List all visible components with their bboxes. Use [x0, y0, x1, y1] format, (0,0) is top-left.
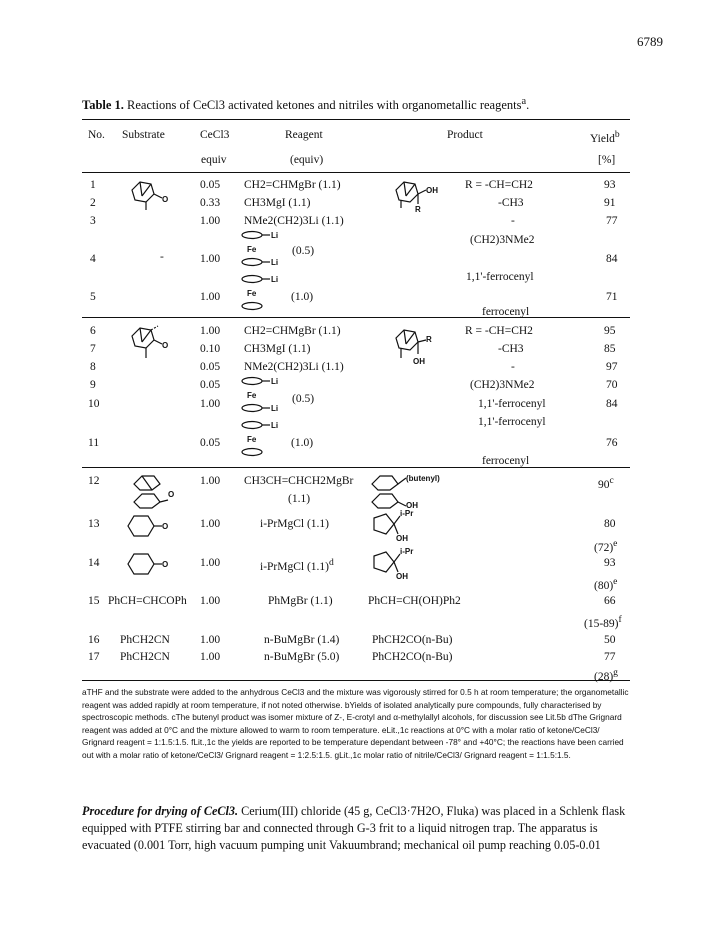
row-1-reagent: CH2=CHMgBr (1.1) — [244, 179, 341, 191]
svg-text:O: O — [162, 560, 169, 569]
svg-text:(butenyl): (butenyl) — [406, 474, 440, 483]
product-isopropyl-cyclopentanol-structure — [368, 508, 428, 544]
row-10-yield: 84 — [606, 398, 618, 410]
row-11-equiv: 0.05 — [200, 437, 221, 449]
row-14-reagent: i-PrMgCl $(1.1)^d$ — [260, 557, 334, 573]
row-11-reagent: (1.0) — [291, 437, 314, 449]
row-10-product: 1,1'-ferrocenyl — [478, 398, 546, 410]
row-16-product: PhCH2CO(n-Bu) — [372, 634, 453, 646]
substrate-bicyclic-ketone-structure — [124, 176, 174, 216]
row-16-substrate: PhCH2CN — [120, 634, 170, 646]
row-15-no: 15 — [88, 595, 100, 607]
row-5-equiv: 1.00 — [200, 291, 221, 303]
row-1-yield: 93 — [604, 179, 616, 191]
row-12-equiv: 1.00 — [200, 475, 221, 487]
ferrocene-dilithio-reagent-structure — [238, 230, 298, 272]
svg-text:O: O — [168, 490, 175, 499]
ferrocene-lithio-reagent-2-structure — [238, 420, 298, 462]
procedure-text: Cerium(III) chloride (45 g, CeCl3·7H2O, Fluka) was placed in a Schlenk flask equipped with PTFE stirring bar and connected through G-3 frit to a liquid nitrogen trap. The apparatus is evacuated (0.001 Torr, high vacuum pumping unit Vakuumbrand; mechanical oil pump reaching 0.05-0.01 — [82, 804, 626, 852]
row-3-product: - — [511, 215, 515, 227]
svg-text:Li: Li — [271, 275, 279, 284]
ferrocene-lithio-reagent-structure — [238, 274, 298, 316]
row-1-no: 1 — [90, 179, 96, 191]
page-number: 6789 — [637, 34, 663, 49]
svg-text:Li: Li — [271, 404, 279, 413]
row-12-no: 12 — [88, 475, 100, 487]
svg-text:Fe: Fe — [247, 289, 257, 298]
row-8-product: - — [511, 361, 515, 373]
row-4-substrate: - — [160, 251, 164, 263]
row-17-no: 17 — [88, 651, 100, 663]
row-11-yield: 76 — [606, 437, 618, 449]
procedure-heading: Procedure for drying of CeCl3. — [82, 804, 239, 818]
row-17-reagent: n-BuMgBr (5.0) — [264, 651, 340, 663]
footnote-text: aTHF and the substrate were added to the anhydrous CeCl3 and the mixture was vigorously stirred for 0.5 h at room temperature; the organometallic reagent was added rapidly at room temperature, if not noted otherwise. bYields of isolated analytically pure compounds, fully characterised by spectroscopic methods. cThe butenyl product was isomer mixture of Z-, E-crotyl and α-methylallyl alcohols, for discussion see Lit.5b dThe Grignard reagent was added at 0°C and the mixture allowed to warm to room temperature. eLit.,1c reactions at 0°C with a molar ratio of ketone/CeCl3/ Grignard reagent = 1:1.5:1.5. fLit.,1c the yields are reported to be temperature dependant between -78° and +40°C; the reactions have been carried out with a molar ratio of ketone/CeCl3/ Grignard reagent = 1:2.5:1.5. gLit.,1c molar ratio of nitrile/CeCl3/ Grignard reagent = 1:1.5:1.5. — [82, 687, 629, 760]
header-reagent: Reagent — [285, 129, 323, 141]
row-7-equiv: 0.10 — [200, 343, 221, 355]
row-2-no: 2 — [90, 197, 96, 209]
table-caption-label: Table 1. — [82, 98, 124, 113]
row-1-product: R = -CH=CH2 — [465, 179, 533, 191]
row-12-yield: 90$^c$ — [598, 475, 614, 491]
table-bottom-rule — [82, 680, 630, 681]
group-rule-1 — [82, 317, 630, 318]
svg-text:OH: OH — [396, 572, 408, 581]
row-17-substrate: PhCH2CN — [120, 651, 170, 663]
svg-text:R: R — [426, 335, 432, 344]
row-4b-product: 1,1'-ferrocenyl — [466, 271, 534, 283]
svg-text:O: O — [162, 341, 169, 350]
table-header-rule — [82, 172, 630, 173]
row-14-yield-lit: $(80)^e$ — [594, 576, 618, 592]
row-15-substrate: PhCH=CHCOPh — [108, 595, 187, 607]
header-cecl3-equiv: equiv — [201, 154, 227, 166]
row-12-reagent: CH3CH=CHCH2MgBr — [244, 475, 354, 487]
row-9-product: (CH2)3NMe2 — [470, 379, 535, 391]
row-4-no: 4 — [90, 253, 96, 265]
svg-text:Li: Li — [271, 421, 279, 430]
ferrocene-dilithio-reagent-2-structure — [238, 376, 298, 418]
header-no: No. — [88, 129, 105, 141]
table-caption: Table 1. Reactions of CeCl3 activated ketones and nitriles with organometallic reagents$^a$. — [82, 96, 530, 113]
svg-text:Li: Li — [271, 231, 279, 240]
substrate-bicyclic-ketone-2-structure — [124, 322, 174, 364]
row-17-product: PhCH2CO(n-Bu) — [372, 651, 453, 663]
row-6-equiv: 1.00 — [200, 325, 221, 337]
procedure-paragraph — [82, 803, 630, 854]
svg-text:Fe: Fe — [247, 391, 257, 400]
row-10-reagent: (0.5) — [292, 393, 315, 405]
table-footnotes — [82, 686, 630, 762]
substrate-cyclohexanone-structure — [124, 550, 184, 578]
svg-text:O: O — [162, 522, 169, 531]
row-7-product: -CH3 — [498, 343, 524, 355]
svg-text:Fe: Fe — [247, 245, 257, 254]
header-substrate: Substrate — [122, 129, 165, 141]
row-6-product: R = -CH=CH2 — [465, 325, 533, 337]
row-9-no: 9 — [90, 379, 96, 391]
svg-text:OH: OH — [396, 534, 408, 543]
table-top-rule — [82, 119, 630, 120]
svg-text:OH: OH — [406, 501, 418, 510]
row-7-yield: 85 — [604, 343, 616, 355]
row-3-no: 3 — [90, 215, 96, 227]
row-2-product: -CH3 — [498, 197, 524, 209]
row-6-yield: 95 — [604, 325, 616, 337]
row-11-no: 11 — [88, 437, 100, 449]
row-13-yield-lit: $(72)^e$ — [594, 538, 618, 554]
row-13-no: 13 — [88, 518, 100, 530]
row-5-no: 5 — [90, 291, 96, 303]
row-4-product: (CH2)3NMe2 — [470, 234, 535, 246]
row-9-equiv: 0.05 — [200, 379, 221, 391]
row-10-equiv: 1.00 — [200, 398, 221, 410]
svg-text:OH: OH — [426, 186, 438, 195]
product-bicyclic-alcohol-2-structure — [388, 324, 448, 368]
row-2-yield: 91 — [604, 197, 616, 209]
substrate-cyclopentanone-structure — [124, 512, 184, 540]
row-10-no: 10 — [88, 398, 100, 410]
row-13-equiv: 1.00 — [200, 518, 221, 530]
row-15-reagent: PhMgBr (1.1) — [268, 595, 333, 607]
header-reagent-equiv: (equiv) — [290, 154, 324, 166]
row-15-product: PhCH=CH(OH)Ph2 — [368, 595, 461, 607]
row-16-reagent: n-BuMgBr (1.4) — [264, 634, 340, 646]
substrate-bicyclic-pentanone-structure — [130, 472, 190, 516]
svg-text:R: R — [415, 205, 421, 214]
table-caption-text: Reactions of CeCl3 activated ketones and nitriles with organometallic reagents — [127, 98, 522, 113]
row-14-equiv: 1.00 — [200, 557, 221, 569]
svg-text:Li: Li — [271, 377, 279, 386]
svg-text:i-Pr: i-Pr — [400, 547, 414, 556]
row-2-reagent: CH3MgI (1.1) — [244, 197, 311, 209]
svg-text:Li: Li — [271, 258, 279, 267]
row-3-yield: 77 — [606, 215, 618, 227]
row-1-equiv: 0.05 — [200, 179, 221, 191]
row-4-equiv: 1.00 — [200, 253, 221, 265]
row-10b-product: 1,1'-ferrocenyl — [478, 416, 546, 428]
header-product: Product — [447, 129, 483, 141]
header-cecl3: CeCl3 — [200, 129, 230, 141]
row-3-reagent: NMe2(CH2)3Li (1.1) — [244, 215, 344, 227]
row-16-yield: 50 — [604, 634, 616, 646]
row-15-yield-lit: $(15-89)^f$ — [584, 614, 622, 630]
row-5-yield: 71 — [606, 291, 618, 303]
row-3-equiv: 1.00 — [200, 215, 221, 227]
svg-text:Fe: Fe — [247, 435, 257, 444]
product-isopropyl-cyclohexanol-structure — [368, 546, 428, 582]
svg-text:O: O — [162, 195, 169, 204]
group-rule-2 — [82, 467, 630, 468]
row-8-equiv: 0.05 — [200, 361, 221, 373]
row-9-yield: 70 — [606, 379, 618, 391]
header-yield: Yield$^b$ — [590, 129, 620, 145]
svg-text:i-Pr: i-Pr — [400, 509, 414, 518]
row-15-equiv: 1.00 — [200, 595, 221, 607]
header-yield-unit: [%] — [598, 154, 616, 166]
row-13-yield: 80 — [604, 518, 616, 530]
row-14-no: 14 — [88, 557, 100, 569]
row-5b-product: ferrocenyl — [482, 306, 530, 318]
row-17-yield-lit: $(28)^g$ — [594, 667, 618, 683]
row-8-reagent: NMe2(CH2)3Li (1.1) — [244, 361, 344, 373]
row-16-equiv: 1.00 — [200, 634, 221, 646]
row-4-yield: 84 — [606, 253, 618, 265]
row-13-reagent: i-PrMgCl (1.1) — [260, 518, 329, 530]
row-17-equiv: 1.00 — [200, 651, 221, 663]
row-5-reagent: (1.0) — [291, 291, 314, 303]
row-14-yield: 93 — [604, 557, 616, 569]
row-12-reagent-equiv: (1.1) — [288, 493, 311, 505]
row-8-yield: 97 — [606, 361, 618, 373]
row-6-reagent: CH2=CHMgBr (1.1) — [244, 325, 341, 337]
row-16-no: 16 — [88, 634, 100, 646]
product-bicyclic-alcohol-structure — [388, 176, 448, 216]
table-caption-sup: a — [521, 96, 527, 107]
svg-text:OH: OH — [413, 357, 425, 366]
row-7-no: 7 — [90, 343, 96, 355]
row-2-equiv: 0.33 — [200, 197, 221, 209]
row-15-yield: 66 — [604, 595, 616, 607]
row-6-no: 6 — [90, 325, 96, 337]
row-17-yield: 77 — [604, 651, 616, 663]
row-4-reagent: (0.5) — [292, 245, 315, 257]
row-8-no: 8 — [90, 361, 96, 373]
row-7-reagent: CH3MgI (1.1) — [244, 343, 311, 355]
row-11b-product: ferrocenyl — [482, 455, 530, 467]
